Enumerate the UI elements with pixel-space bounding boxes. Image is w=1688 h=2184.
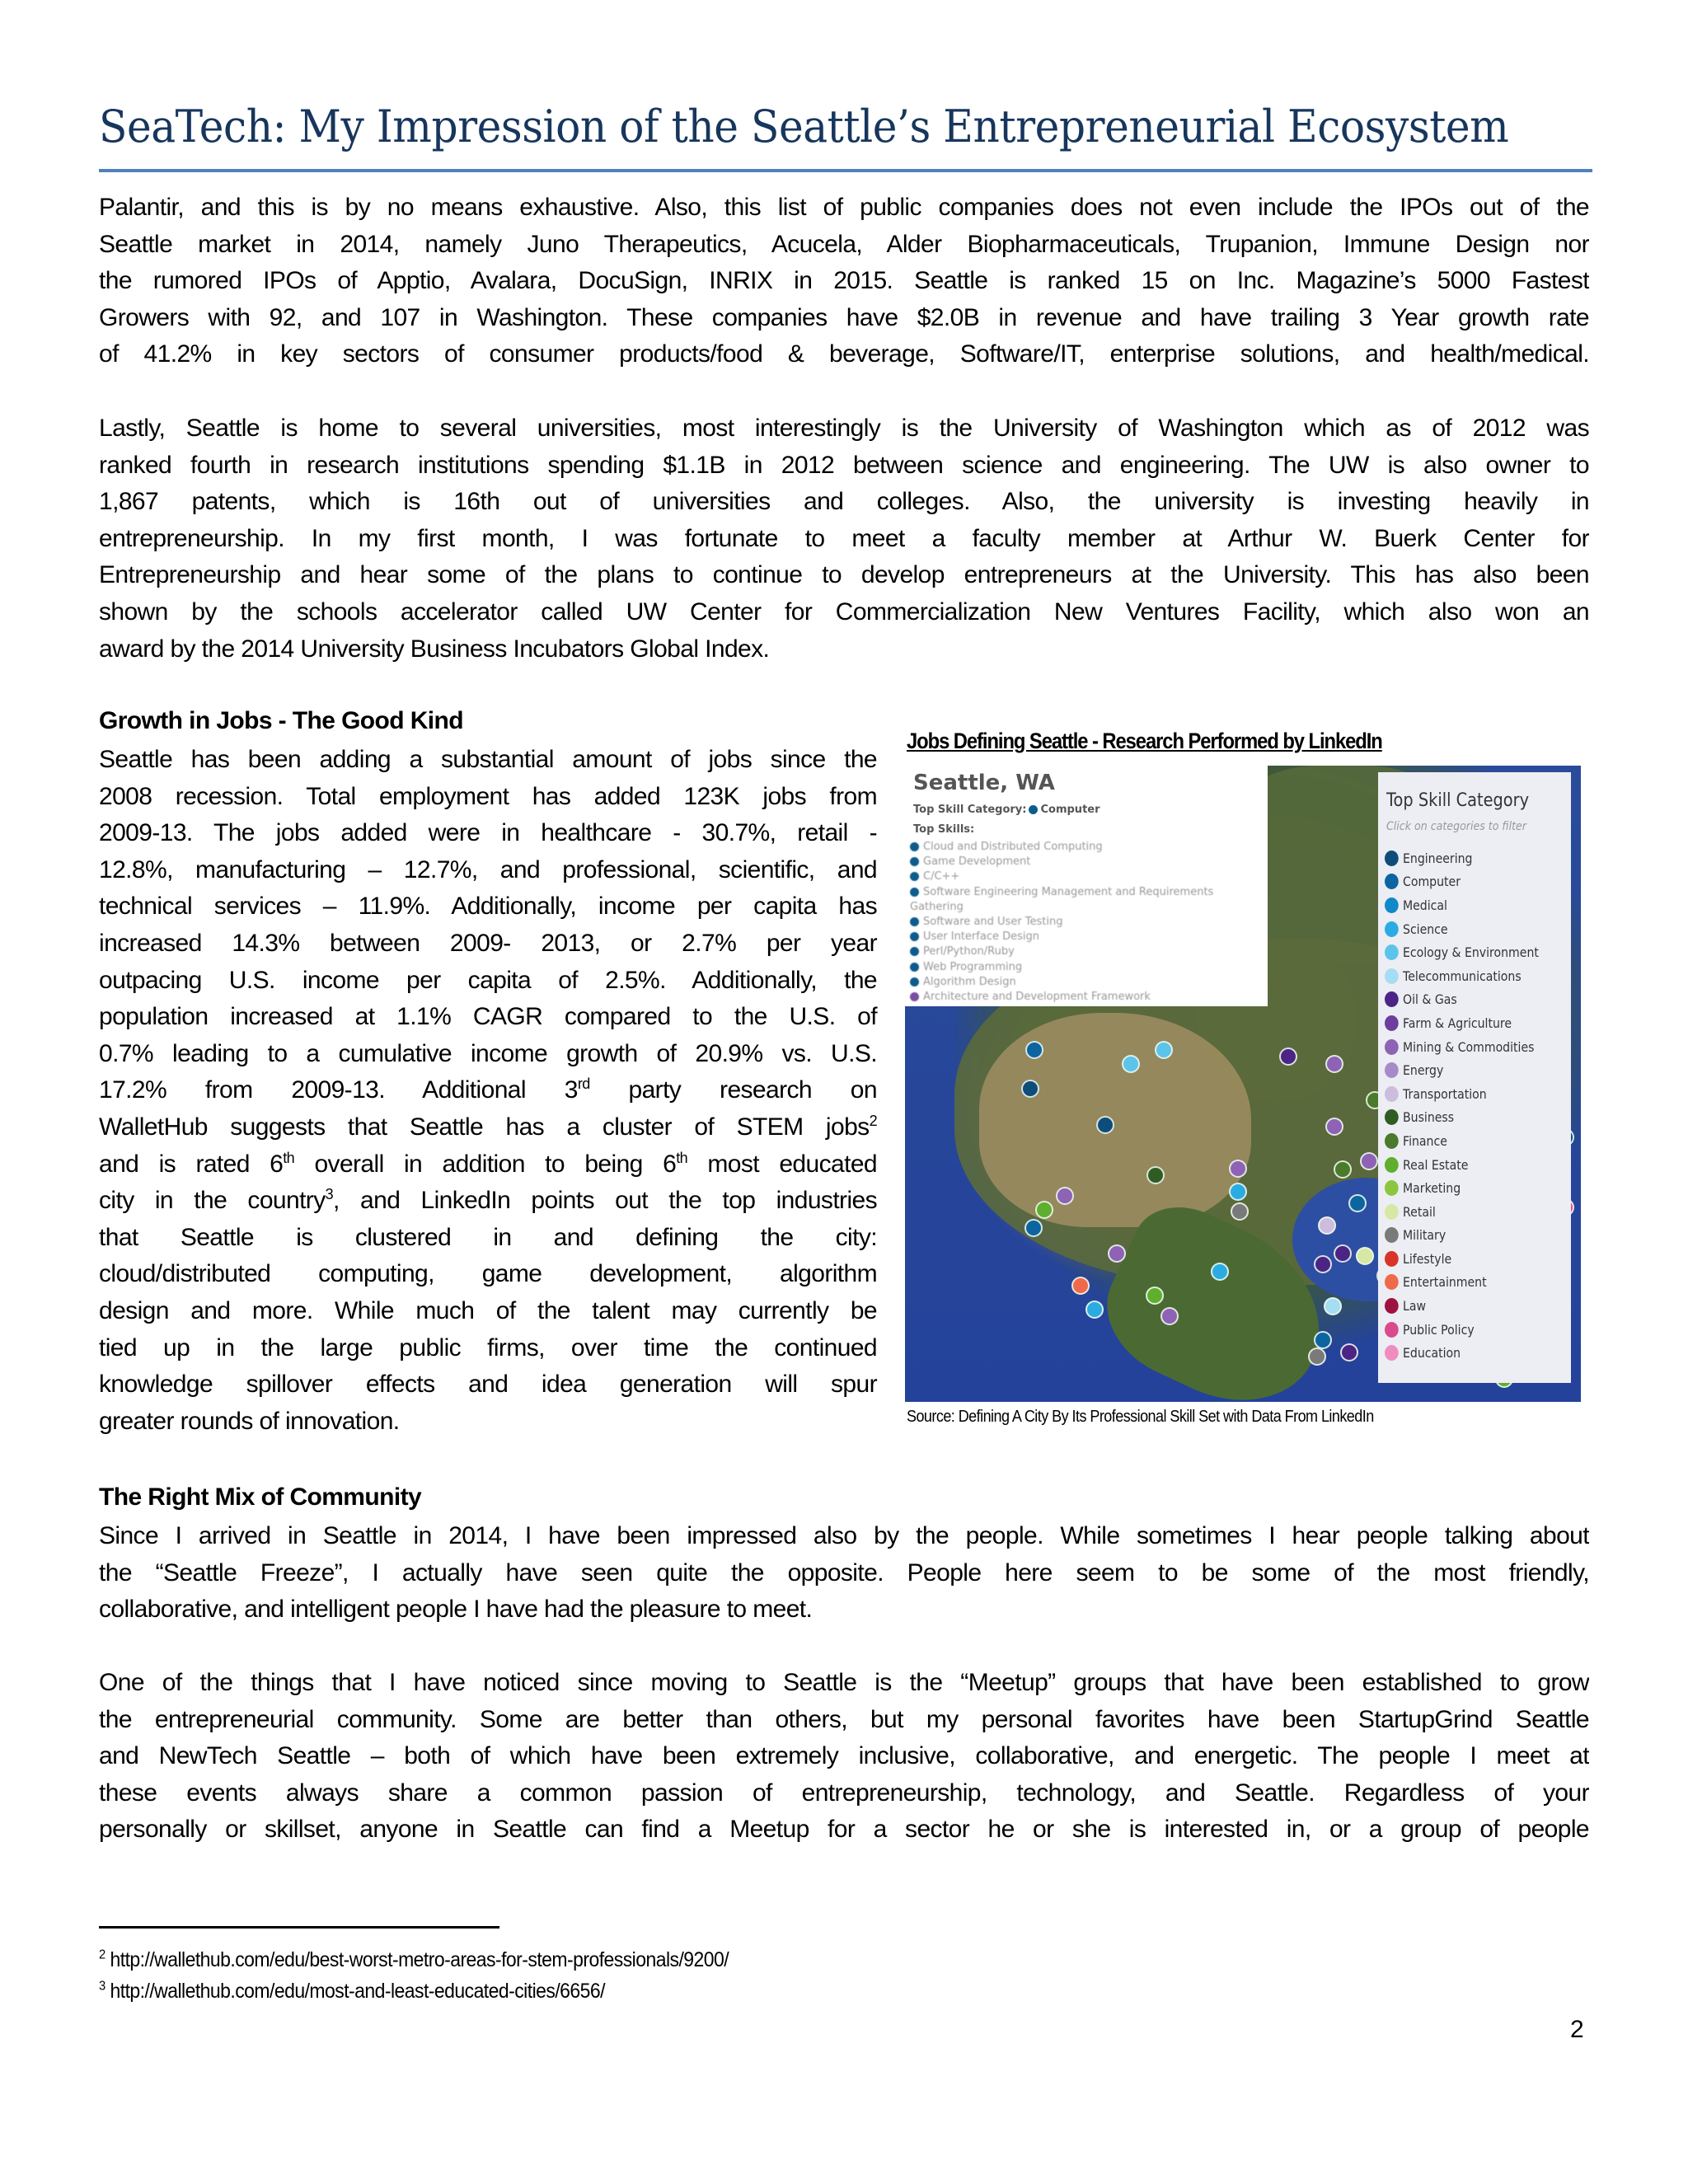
legend-label: Transportation — [1403, 1085, 1487, 1102]
city-marker-icon[interactable] — [1325, 1118, 1343, 1136]
text-line: the “Seattle Freeze”, I actually have seen quite the opposite. People here seem to be some of the most friendly, — [99, 1558, 1589, 1586]
city-marker-icon[interactable] — [1071, 1277, 1090, 1295]
legend-label: Entertainment — [1403, 1274, 1487, 1291]
category-dot-icon — [1385, 921, 1399, 937]
legend-item[interactable] — [1385, 1082, 1539, 1106]
text-line — [99, 1293, 877, 1330]
top-skill-label: Architecture and Development Framework — [923, 991, 1151, 1004]
text-span: WalletHub suggests that Seattle has a cluster of STEM jobs — [99, 1113, 870, 1141]
text-span: party research on — [589, 1076, 877, 1104]
category-dot-icon — [1385, 1345, 1399, 1361]
legend-label: Finance — [1403, 1132, 1447, 1149]
superscript: rd — [577, 1076, 590, 1093]
legend-item[interactable] — [1385, 1247, 1539, 1271]
top-skill-item — [910, 840, 1264, 855]
legend-item[interactable] — [1385, 893, 1539, 917]
skill-dot-icon — [910, 963, 919, 972]
top-skill-label: Software Engineering Management and Requirements — [923, 885, 1214, 898]
legend-label: Military — [1403, 1227, 1447, 1244]
linkedin-skills-map — [905, 766, 1581, 1402]
footnote-number: 3 — [99, 1979, 106, 1994]
city-marker-icon[interactable] — [1146, 1286, 1164, 1305]
city-marker-icon[interactable] — [1360, 1152, 1378, 1170]
text-line — [99, 1183, 877, 1220]
title-rule — [99, 169, 1592, 172]
legend-item[interactable] — [1385, 917, 1539, 941]
footnote-3 — [99, 1980, 605, 2004]
category-dot-icon — [1385, 991, 1399, 1007]
page-number: 2 — [1570, 2016, 1584, 2043]
skill-dot-icon — [910, 947, 919, 956]
category-dot-icon — [1385, 944, 1399, 960]
text-line — [99, 1330, 877, 1367]
text-line: Growers with 92, and 107 in Washington. These companies have $2.0B in revenue and have trailing 3 Year growth rate — [99, 303, 1589, 331]
superscript: 2 — [869, 1112, 877, 1129]
legend-item[interactable] — [1385, 1341, 1539, 1365]
category-dot-icon — [1385, 1062, 1399, 1078]
text-line — [99, 888, 877, 926]
city-marker-icon[interactable] — [1279, 1047, 1297, 1066]
legend-label: Law — [1403, 1298, 1426, 1315]
text-line: personally or skillset, anyone in Seattle can find a Meetup for a sector he or she is interested in, or a group of people — [99, 1816, 1589, 1844]
legend-label: Mining & Commodities — [1403, 1038, 1535, 1055]
superscript: 3 — [325, 1186, 334, 1203]
footnote-link[interactable]: http://wallethub.com/edu/most-and-least-educated-cities/6656/ — [110, 1980, 605, 2003]
skill-dot-icon — [910, 842, 919, 851]
top-skill-label: Web Programming — [923, 960, 1023, 973]
text-line — [99, 999, 877, 1036]
city-info-panel — [905, 766, 1268, 1006]
figure-title: Jobs Defining Seattle - Research Performed by LinkedIn — [907, 729, 1382, 753]
intro-paragraph — [99, 190, 1589, 373]
text-span: 2009-13. The jobs added were in healthcare - 30.7%, retail - — [99, 819, 877, 847]
text-span: outpacing U.S. income per capita of 2.5%. Additionally, the — [99, 966, 877, 994]
text-line: award by the 2014 University Business Incubators Global Index. — [99, 635, 770, 663]
legend-label: Marketing — [1403, 1180, 1461, 1197]
top-skill-label: Software and User Testing — [923, 916, 1063, 929]
category-dot-icon — [1385, 1086, 1399, 1102]
text-line: of 41.2% in key sectors of consumer products/food & beverage, Software/IT, enterprise solutions, and health/medical. — [99, 340, 1589, 368]
category-dot-icon — [1385, 1322, 1399, 1338]
text-span: and is rated 6 — [99, 1150, 284, 1178]
top-skill-label: Gathering — [910, 900, 964, 913]
text-line — [99, 1366, 877, 1404]
text-span: city in the country — [99, 1187, 326, 1215]
text-line — [99, 779, 877, 816]
text-line: and NewTech Seattle – both of which have been extremely inclusive, collaborative, and energetic. The people I meet at — [99, 1742, 1589, 1770]
text-line: the rumored IPOs of Apptio, Avalara, DocuSign, INRIX in 2015. Seattle is ranked 15 on Inc. Magazine’s 5000 Fastest — [99, 267, 1589, 295]
jobs-paragraph — [99, 742, 877, 1440]
top-skill-item — [910, 915, 1264, 930]
city-marker-icon[interactable] — [1324, 1297, 1342, 1315]
community-paragraph-2 — [99, 1665, 1589, 1849]
city-marker-icon[interactable] — [1325, 1055, 1343, 1073]
city-marker-icon[interactable] — [1122, 1055, 1140, 1073]
top-skill-item — [910, 855, 1264, 869]
text-line: these events always share a common passion of entrepreneurship, technology, and Seattle. Regardless of your — [99, 1779, 1589, 1807]
legend-item[interactable] — [1385, 870, 1539, 894]
text-span: 2008 recession. Total employment has added 123K jobs from — [99, 782, 877, 810]
text-line — [99, 1220, 877, 1257]
text-line — [99, 926, 877, 963]
category-dot-icon — [1385, 1274, 1399, 1290]
legend-label: Lifestyle — [1403, 1250, 1452, 1267]
city-marker-icon[interactable] — [1085, 1301, 1104, 1319]
top-skill-label: Perl/Python/Ruby — [923, 945, 1015, 958]
text-line: Lastly, Seattle is home to several universities, most interestingly is the University of Washington which as of 2012 was — [99, 415, 1589, 442]
superscript: th — [283, 1149, 295, 1166]
text-line — [99, 1072, 877, 1109]
legend-item[interactable] — [1385, 1058, 1539, 1082]
legend-title: Top Skill Category — [1386, 790, 1530, 811]
city-name: Seattle, WA — [913, 771, 1055, 795]
skill-dot-icon — [910, 977, 919, 987]
skill-category-legend — [1378, 772, 1571, 1383]
text-span: design and more. While much of the talent may currently be — [99, 1296, 877, 1324]
category-dot-icon — [1385, 1204, 1399, 1220]
legend-item[interactable] — [1385, 940, 1539, 964]
text-span: that Seattle is clustered in and defining the city: — [99, 1223, 877, 1251]
legend-item[interactable] — [1385, 1294, 1539, 1318]
city-marker-icon[interactable] — [1308, 1347, 1326, 1366]
city-marker-icon[interactable] — [1231, 1202, 1249, 1221]
text-span: 12.8%, manufacturing – 12.7%, and professional, scientific, and — [99, 855, 877, 883]
skill-dot-icon — [910, 917, 919, 926]
footnote-2 — [99, 1948, 729, 1972]
city-marker-icon[interactable] — [1211, 1263, 1229, 1281]
skill-dot-icon — [910, 857, 919, 866]
category-dot-icon — [1385, 1157, 1399, 1173]
text-span: greater rounds of innovation. — [99, 1407, 400, 1435]
legend-label: Education — [1403, 1345, 1461, 1361]
document-title: SeaTech: My Impression of the Seattle’s Entrepreneurial Ecosystem — [99, 101, 1509, 152]
top-skill-category — [913, 804, 1100, 816]
top-skills-list — [910, 840, 1264, 1005]
city-marker-icon[interactable] — [1356, 1247, 1374, 1265]
category-dot-icon — [1385, 1015, 1399, 1031]
top-skill-item — [910, 930, 1264, 944]
legend-label: Medical — [1403, 897, 1447, 913]
text-span: Seattle has been adding a substantial amount of jobs since the — [99, 746, 877, 773]
city-marker-icon[interactable] — [1108, 1244, 1126, 1263]
top-skill-item — [910, 944, 1264, 959]
legend-label: Engineering — [1403, 850, 1473, 866]
footnote-number: 2 — [99, 1947, 106, 1962]
text-line — [99, 1256, 877, 1293]
top-skill-label: Cloud and Distributed Computing — [923, 841, 1103, 853]
superscript: th — [676, 1149, 688, 1166]
text-line: Seattle market in 2014, namely Juno Therapeutics, Acucela, Alder Biopharmaceuticals, Trupanion, Immune Design nor — [99, 230, 1589, 258]
top-skill-category-value: Computer — [1040, 804, 1100, 816]
text-line: the entrepreneurial community. Some are better than others, but my personal favorites have been StartupGrind Seattle — [99, 1705, 1589, 1733]
text-line: entrepreneurship. In my first month, I was fortunate to meet a faculty member at Arthur W. Buerk Center for — [99, 524, 1589, 552]
text-line — [99, 1404, 877, 1441]
top-skill-item — [910, 960, 1264, 975]
text-line — [99, 742, 877, 779]
top-skill-label: Algorithm Design — [923, 975, 1016, 988]
legend-item[interactable] — [1385, 1176, 1539, 1200]
skill-dot-icon — [910, 992, 919, 1001]
category-dot-icon — [1385, 1298, 1399, 1314]
city-marker-icon[interactable] — [1314, 1331, 1332, 1349]
category-dot-icon — [1385, 1133, 1399, 1149]
text-span: cloud/distributed computing, game development, algorithm — [99, 1260, 877, 1288]
text-line: ranked fourth in research institutions spending $1.1B in 2012 between science and engineering. The UW is also owner to — [99, 451, 1589, 479]
text-line: One of the things that I have noticed since moving to Seattle is the “Meetup” groups that have been established to grow — [99, 1669, 1589, 1696]
skill-dot-icon — [910, 872, 919, 881]
map-land-west — [979, 1013, 1251, 1227]
top-skill-label: C/C++ — [923, 870, 960, 883]
legend-label: Energy — [1403, 1062, 1444, 1079]
city-marker-icon[interactable] — [1025, 1219, 1043, 1237]
legend-item[interactable] — [1385, 1011, 1539, 1035]
top-skill-item — [910, 990, 1264, 1005]
category-dot-icon — [1385, 1109, 1399, 1125]
text-line: collaborative, and intelligent people I have had the pleasure to meet. — [99, 1596, 813, 1624]
text-line: Entrepreneurship and hear some of the plans to continue to develop entrepreneurs at the University. This has also been — [99, 561, 1589, 589]
legend-label: Real Estate — [1403, 1156, 1469, 1173]
text-span: overall in addition to being 6 — [294, 1150, 677, 1178]
text-line — [99, 815, 877, 852]
legend-label: Oil & Gas — [1403, 991, 1457, 1008]
legend-item[interactable] — [1385, 1224, 1539, 1248]
city-marker-icon[interactable] — [1334, 1160, 1352, 1179]
top-skill-item — [910, 975, 1264, 990]
skill-dot-icon — [910, 888, 919, 897]
text-line — [99, 852, 877, 889]
text-line — [99, 1109, 877, 1146]
category-dot-icon — [1385, 968, 1399, 984]
legend-item[interactable] — [1385, 1318, 1539, 1342]
top-skill-category-label: Top Skill Category: — [913, 804, 1027, 816]
category-dot-icon — [1385, 1251, 1399, 1267]
top-skill-item — [910, 885, 1264, 900]
legend-item[interactable] — [1385, 988, 1539, 1012]
legend-subtitle: Click on categories to filter — [1386, 820, 1526, 833]
figure-source: Source: Defining A City By Its Professional Skill Set with Data From LinkedIn — [907, 1408, 1374, 1426]
legend-label: Retail — [1403, 1203, 1436, 1220]
city-marker-icon[interactable] — [1340, 1343, 1358, 1361]
legend-item[interactable] — [1385, 1035, 1539, 1059]
text-line: 1,867 patents, which is 16th out of universities and colleges. Also, the university is investing heavily in — [99, 488, 1589, 516]
top-skills-label: Top Skills: — [913, 823, 975, 836]
legend-item[interactable] — [1385, 1106, 1539, 1130]
legend-label: Science — [1403, 921, 1448, 937]
text-span: tied up in the large public firms, over time the continued — [99, 1333, 877, 1361]
legend-list — [1385, 846, 1559, 1365]
top-skill-label: Game Development — [923, 855, 1031, 869]
section-heading-jobs: Growth in Jobs - The Good Kind — [99, 707, 463, 734]
legend-item[interactable] — [1385, 846, 1539, 870]
city-marker-icon[interactable] — [1229, 1160, 1247, 1178]
text-span: increased 14.3% between 2009- 2013, or 2.7% per year — [99, 929, 877, 957]
legend-label: Computer — [1403, 874, 1461, 890]
footnote-link[interactable]: http://wallethub.com/edu/best-worst-metro-areas-for-stem-professionals/9200/ — [110, 1948, 729, 1971]
skill-dot-icon — [910, 932, 919, 941]
text-line — [99, 963, 877, 1000]
legend-label: Telecommunications — [1403, 968, 1522, 984]
text-span: 17.2% from 2009-13. Additional 3 — [99, 1076, 578, 1104]
university-paragraph — [99, 410, 1589, 668]
text-line: shown by the schools accelerator called UW Center for Commercialization New Ventures Facility, which also won an — [99, 598, 1589, 626]
top-skill-item — [910, 869, 1264, 884]
legend-item[interactable] — [1385, 1129, 1539, 1153]
legend-item[interactable] — [1385, 1200, 1539, 1224]
text-span: , and LinkedIn points out the top industries — [333, 1187, 877, 1215]
text-line — [99, 1036, 877, 1073]
category-dot-icon — [1385, 851, 1399, 866]
category-dot-icon — [1385, 1227, 1399, 1243]
community-paragraph-1 — [99, 1518, 1589, 1629]
city-marker-icon[interactable] — [1334, 1244, 1352, 1263]
text-span: most educated — [687, 1150, 877, 1178]
text-span: 0.7% leading to a cumulative income growth of 20.9% vs. U.S. — [99, 1039, 877, 1067]
text-span: knowledge spillover effects and idea generation will spur — [99, 1371, 877, 1399]
legend-item[interactable] — [1385, 964, 1539, 988]
city-marker-icon[interactable] — [1155, 1041, 1173, 1059]
category-dot-icon — [1385, 898, 1399, 913]
category-dot-icon — [1385, 1180, 1399, 1196]
legend-label: Farm & Agriculture — [1403, 1015, 1512, 1031]
footnote-separator — [99, 1926, 499, 1929]
legend-label: Public Policy — [1403, 1321, 1475, 1338]
text-span: technical services – 11.9%. Additionally, income per capita has — [99, 893, 877, 921]
text-line: Palantir, and this is by no means exhaustive. Also, this list of public companies does not even include the IPOs out of the — [99, 194, 1589, 221]
text-line — [99, 1146, 877, 1183]
legend-item[interactable] — [1385, 1271, 1539, 1295]
legend-item[interactable] — [1385, 1153, 1539, 1177]
top-skill-label: User Interface Design — [923, 930, 1039, 944]
text-span: population increased at 1.1% CAGR compared to the U.S. of — [99, 1003, 877, 1031]
category-dot-icon — [1385, 1039, 1399, 1055]
legend-label: Ecology & Environment — [1403, 944, 1539, 961]
section-heading-community: The Right Mix of Community — [99, 1483, 422, 1511]
legend-label: Business — [1403, 1109, 1455, 1126]
top-skill-item — [910, 900, 1264, 915]
category-dot-icon — [1385, 874, 1399, 889]
city-marker-icon[interactable] — [1025, 1041, 1043, 1059]
text-line: Since I arrived in Seattle in 2014, I have been impressed also by the people. While sometimes I hear people talking about — [99, 1522, 1589, 1549]
category-dot-icon — [1029, 805, 1038, 814]
